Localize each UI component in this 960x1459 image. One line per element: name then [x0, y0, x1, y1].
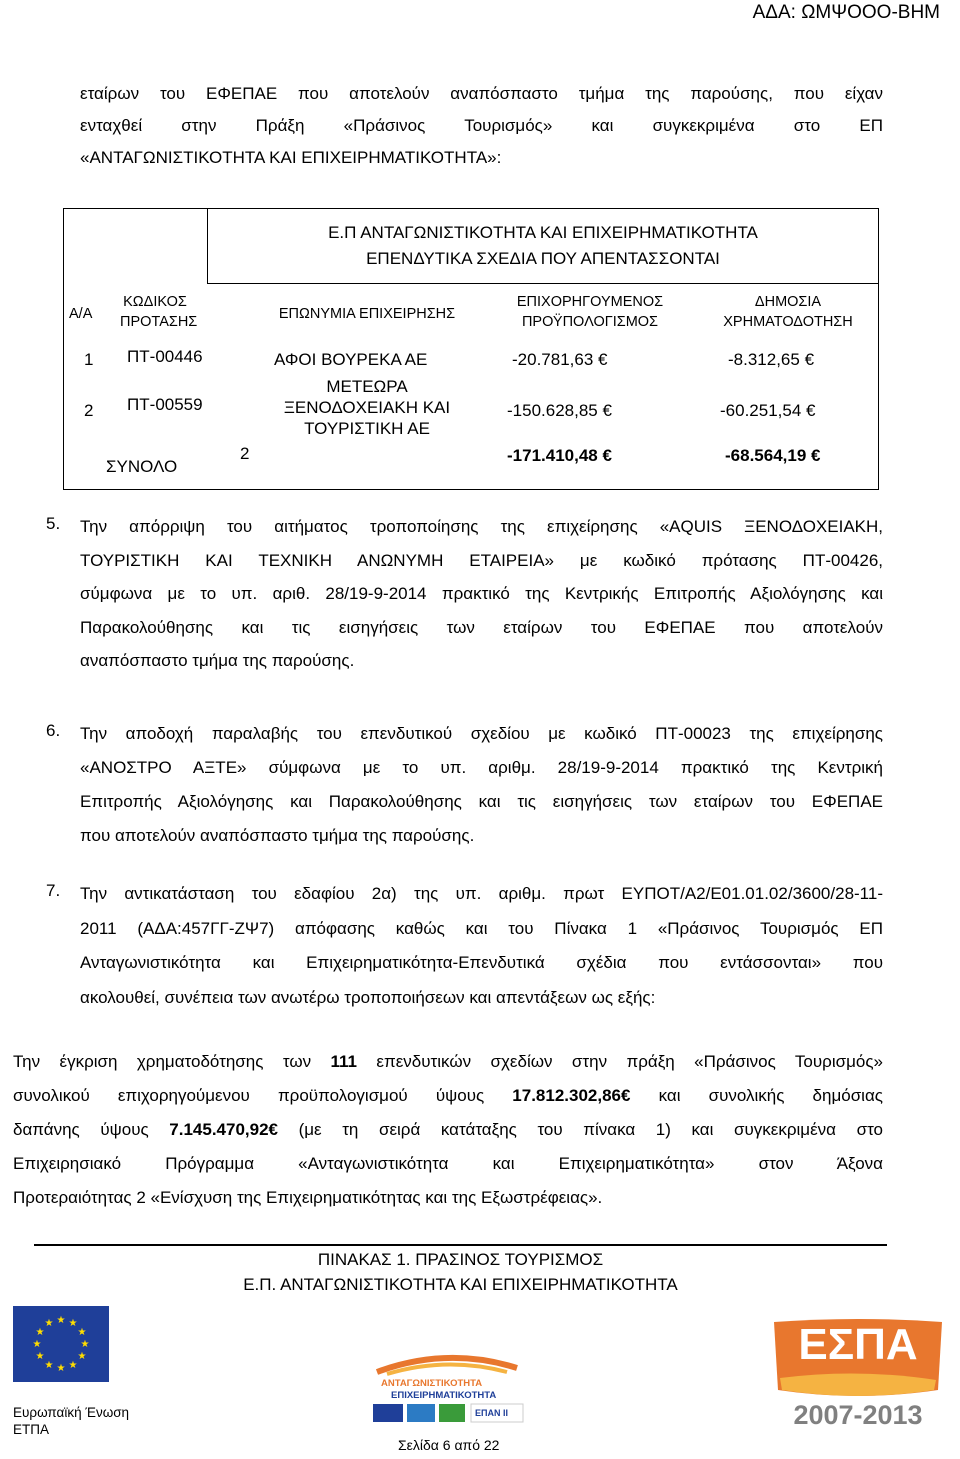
row1-budget [512, 350, 608, 370]
eu-flag-logo [13, 1306, 109, 1382]
euro-sign: € [804, 350, 815, 369]
item6-line: «ΑΝΟΣΤΡΟ ΑΞΤΕ» σύμφωνα με το υπ. αριθμ. 28/19-9-2014 πρακτικό της Κεντρική [80, 758, 883, 777]
logo-mid-text: ΑΝΤΑΓΩΝΙΣΤΙΚΟΤΗΤΑ [381, 1378, 483, 1389]
item7-paragraph [80, 877, 883, 1015]
table1-title: ΠΙΝΑΚΑΣ 1. ΠΡΑΣΙΝΟΣ ΤΟΥΡΙΣΜΟΣ [317, 1250, 604, 1269]
table-subtitle: ΕΠΕΝΔΥΤΙΚΑ ΣΧΕΔΙΑ ΠΟΥ ΑΠΕΝΤΑΣΣΟΝΤΑΙ [366, 249, 720, 268]
row2-aa: 2 [84, 401, 94, 420]
header-budget-line: ΠΡΟΫΠΟΛΟΓΙΣΜΟΣ [521, 314, 659, 330]
row1-public [728, 350, 814, 370]
row1-public-value: -8.312,65 [728, 350, 800, 369]
approval-text: επενδυτικών σχεδίων στην πράξη «Πράσινος Τουρισμός» [357, 1052, 883, 1071]
svg-text:★: ★ [44, 1318, 54, 1329]
svg-text:★: ★ [77, 1351, 87, 1362]
intro-line: ενταχθεί στην Πράξη «Πράσινος Τουρισμός» και συγκεκριμένα στο ΕΠ [80, 116, 883, 135]
svg-text:★: ★ [56, 1363, 66, 1374]
row2-public-value: -60.251,54 [720, 401, 802, 420]
approval-line: Προτεραιότητας 2 «Ενίσχυση της Επιχειρηματικότητας και της Εξωστρέφειας». [13, 1188, 603, 1207]
item7-line: 2011 (ΑΔΑ:457ΓΓ-ΖΨ7) απόφασης καθώς και του Πίνακα 1 «Πράσινος Τουρισμός ΕΠ [80, 918, 883, 938]
approval-paragraph [13, 1045, 883, 1215]
row2-name-line: ΤΟΥΡΙΣΤΙΚΗ ΑΕ [304, 419, 430, 438]
approval-text: και συνολικής δημόσιας [630, 1086, 883, 1105]
approval-public [169, 1120, 278, 1139]
item5-line: ΤΟΥΡΙΣΤΙΚΗ ΚΑΙ ΤΕΧΝΙΚΗ ΑΝΩΝΥΜΗ ΕΤΑΙΡΕΙΑ» με κωδικό πρότασης ΠΤ-00426, [80, 550, 883, 570]
item5-line: Παρακολούθησης και τις εισηγήσεις των εταίρων του ΕΦΕΠΑΕ που αποτελούν [80, 617, 883, 637]
row2-budget [507, 401, 612, 421]
approval-line [13, 1045, 883, 1079]
intro-line: «ΑΝΤΑΓΩΝΙΣΤΙΚΟΤΗΤΑ ΚΑΙ ΕΠΙΧΕΙΡΗΜΑΤΙΚΟΤΗΤΑ»: [80, 148, 502, 167]
item7-line: Ανταγωνιστικότητα και Επιχειρηματικότητα-Επενδυτικά σχέδια που εντάσσονται» που [80, 953, 883, 972]
header-aa: Α/Α [69, 306, 93, 322]
euro-sign: € [268, 1120, 279, 1139]
total-count: 2 [240, 444, 250, 463]
item6-line: Την αποδοχή παραλαβής του επενδυτικού σχεδίου με κωδικό ΠΤ-00023 της επιχείρησης [80, 724, 883, 743]
competitiveness-logo [367, 1344, 530, 1426]
row2-name-line: ΞΕΝΟΔΟΧΕΙΑΚΗ ΚΑΙ [283, 398, 451, 417]
table1-heading [34, 1244, 887, 1302]
total-budget-value: -171.410,48 [507, 446, 598, 465]
item5-paragraph [80, 510, 883, 678]
approval-text: δαπάνης ύψους [13, 1120, 170, 1139]
item-number: 7. [46, 881, 61, 900]
item6-paragraph [80, 717, 883, 853]
svg-text:★: ★ [56, 1315, 66, 1326]
row2-name-line: ΜΕΤΕΩΡΑ [326, 377, 408, 396]
row2-public [720, 401, 816, 421]
ada-code: ΑΔΑ: ΩΜΨΟΟΟ-ΒΗΜ [752, 2, 940, 23]
svg-text:★: ★ [68, 1318, 78, 1329]
approval-line [13, 1113, 883, 1147]
svg-text:★: ★ [44, 1360, 54, 1371]
espa-years: 2007-2013 [793, 1400, 923, 1430]
page-number: Σελίδα 6 από 22 [398, 1437, 500, 1453]
item5-line: αναπόσπαστο τμήμα της παρούσης. [80, 651, 355, 670]
svg-text:★: ★ [80, 1339, 90, 1350]
approval-count: 111 [330, 1052, 357, 1071]
euro-sign: € [806, 401, 816, 420]
euro-sign: € [621, 1086, 631, 1105]
svg-text:★: ★ [35, 1351, 45, 1362]
row1-name: ΑΦΟΙ ΒΟΥΡΕΚΑ ΑΕ [274, 350, 428, 369]
euro-sign: € [598, 350, 608, 369]
row1-aa: 1 [84, 350, 94, 369]
svg-text:★: ★ [68, 1360, 78, 1371]
espa-logo [768, 1318, 948, 1434]
intro-line: εταίρων του ΕΦΕΠΑΕ που αποτελούν αναπόσπαστο τμήμα της παρούσης, που είχαν [80, 84, 883, 103]
svg-text:★: ★ [77, 1327, 87, 1338]
espa-text: ΕΣΠΑ [798, 1320, 918, 1369]
header-budget-line: ΕΠΙΧΟΡΗΓΟΥΜΕΝΟΣ [516, 294, 664, 310]
table-title-box [207, 209, 878, 284]
total-budget [507, 446, 612, 466]
approval-line: Επιχειρησιακό Πρόγραμμα «Ανταγωνιστικότητα και Επιχειρηματικότητα» στον Άξονα [13, 1154, 883, 1173]
approval-budget-value: 17.812.302,86 [512, 1086, 622, 1105]
approval-public-value: 7.145.470,92 [169, 1120, 269, 1139]
header-public-line: ΧΡΗΜΑΤΟΔΟΤΗΣΗ [723, 314, 853, 330]
approval-text: (με τη σειρά κατάταξης του πίνακα 1) και συγκεκριμένα στο [278, 1120, 883, 1139]
item7-line: Την αντικατάσταση του εδαφίου 2α) της υπ. αριθμ. πρωτ ΕΥΠΟΤ/Α2/Ε01.01.02/3600/28-11- [80, 884, 883, 903]
header-code [120, 292, 198, 332]
row2-code: ΠΤ-00559 [127, 395, 203, 414]
euro-sign: € [602, 446, 612, 465]
footer-eu-label: Ευρωπαϊκή Ένωση [13, 1405, 130, 1420]
svg-text:★: ★ [32, 1339, 42, 1350]
svg-text:★: ★ [35, 1327, 45, 1338]
item7-line: ακολουθεί, συνέπεια των ανωτέρω τροποποιήσεων και απεντάξεων ως εξής: [80, 987, 656, 1007]
header-public-line: ΔΗΜΟΣΙΑ [754, 294, 822, 310]
item5-line: σύμφωνα με το υπ. αριθ. 28/19-9-2014 πρακτικό της Κεντρικής Επιτροπής Αξιολόγησης και [80, 584, 883, 603]
row2-budget-value: -150.628,85 [507, 401, 598, 420]
header-code-line: ΚΩΔΙΚΟΣ [123, 294, 187, 310]
item-number: 6. [46, 721, 61, 740]
table-title: Ε.Π ΑΝΤΑΓΩΝΙΣΤΙΚΟΤΗΤΑ ΚΑΙ ΕΠΙΧΕΙΡΗΜΑΤΙΚΟΤΗΤΑ [328, 223, 758, 242]
footer-fund-label: ΕΤΠΑ [13, 1422, 50, 1437]
header-budget [500, 292, 680, 332]
table1-subtitle: Ε.Π. ΑΝΤΑΓΩΝΙΣΤΙΚΟΤΗΤΑ ΚΑΙ ΕΠΙΧΕΙΡΗΜΑΤΙΚΟΤΗΤΑ [243, 1275, 678, 1294]
item6-line: που αποτελούν αναπόσπαστο τμήμα της παρούσης. [80, 826, 475, 845]
header-public [702, 292, 874, 332]
header-name: ΕΠΩΝΥΜΙΑ ΕΠΙΧΕΙΡΗΣΗΣ [278, 306, 456, 322]
logo-mid-text: ΕΠΑΝ II [475, 1408, 509, 1418]
total-public-value: -68.564,19 [725, 446, 807, 465]
logo-mid-text: ΕΠΙΧΕΙΡΗΜΑΤΙΚΟΤΗΤΑ [391, 1390, 497, 1401]
item-number: 5. [46, 514, 61, 533]
approval-line [13, 1079, 883, 1113]
approval-text: Την έγκριση χρηματοδότησης των [13, 1052, 331, 1071]
header-code-line: ΠΡΟΤΑΣΗΣ [120, 314, 198, 330]
total-label: ΣΥΝΟΛΟ [106, 457, 178, 476]
approval-text: συνολικού επιχορηγούμενου προϋπολογισμού ύψους [13, 1086, 513, 1105]
euro-sign: € [811, 446, 821, 465]
eu-stars-icon [13, 1306, 109, 1382]
total-public [725, 446, 821, 466]
row2-name [232, 376, 502, 439]
intro-paragraph [80, 78, 883, 174]
withdrawn-projects-table [63, 208, 879, 490]
euro-sign: € [602, 401, 612, 420]
row1-budget-value: -20.781,63 [512, 350, 594, 369]
item5-line: Την απόρριψη του αιτήματος τροποποίησης της επιχείρησης «AQUIS ΞΕΝΟΔΟΧΕΙΑΚΗ, [80, 517, 883, 536]
approval-budget [512, 1086, 630, 1105]
item6-line: Επιτροπής Αξιολόγησης και Παρακολούθησης και τις εισηγήσεις των εταίρων του ΕΦΕΠΑΕ [80, 792, 883, 811]
row1-code: ΠΤ-00446 [127, 347, 203, 366]
